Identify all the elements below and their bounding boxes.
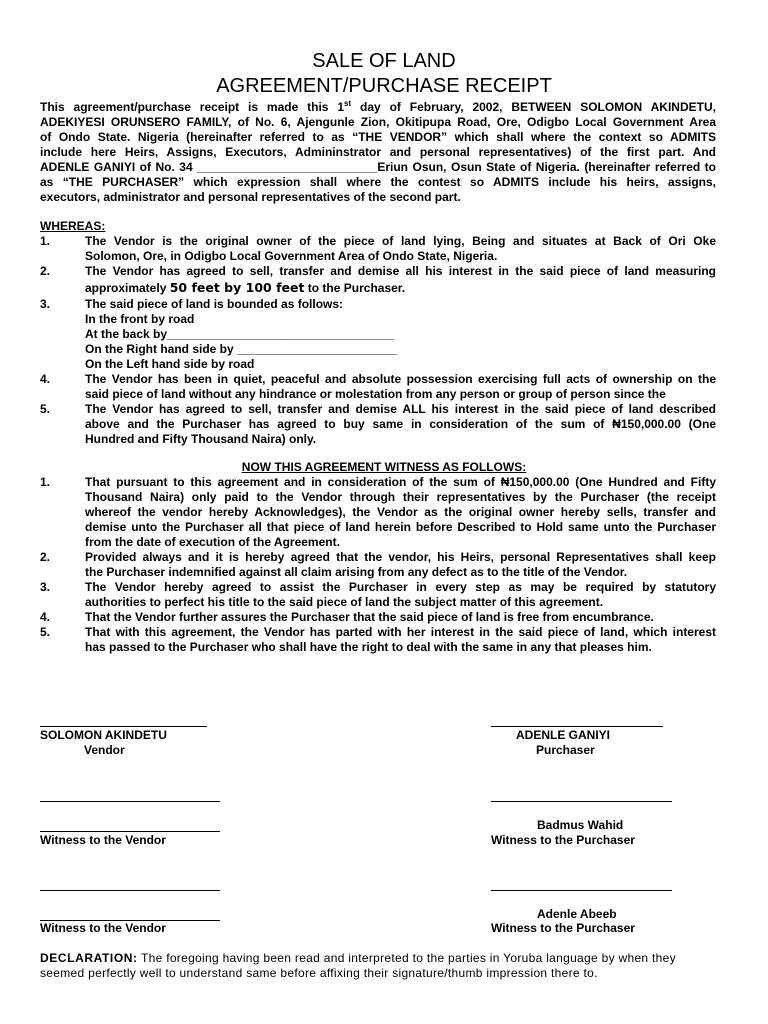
land-dimensions: 50 feet by 100 feet [169, 280, 305, 295]
witness-heading: NOW THIS AGREEMENT WITNESS AS FOLLOWS: [241, 460, 527, 474]
clause-line: That pursuant to this agreement and in consideration of the sum of ₦150,000.00 (One Hundred and Fifty [85, 475, 716, 489]
whereas-text: to the Purchaser. [304, 281, 406, 295]
item-number: 1. [40, 234, 51, 248]
whereas-line: The Vendor has agreed to sell, transfer and demise ALL his interest in the said piece of land described [85, 402, 716, 416]
whereas-line: above and the Purchaser has agreed to buy same in consideration of the sum of ₦150,000.00 (One [85, 417, 716, 431]
vendor-signature-line [40, 726, 207, 727]
clause-line: Provided always and it is hereby agreed that the vendor, his Heirs, personal Representatives shall keep [85, 550, 716, 564]
item-number: 4. [40, 610, 51, 624]
clause-line: has passed to the Purchaser who shall have the right to deal with the same in any that pleases him. [85, 640, 652, 654]
clause-line: Thousand Naira) only paid to the Vendor through their representatives by the Purchaser (the receipt [85, 490, 716, 504]
whereas-line: Solomon, Ore, in Odigbo Local Government Area of Ondo State, Nigeria. [85, 249, 498, 263]
witness-purchaser-label: Witness to the Purchaser [491, 921, 635, 935]
document-subtitle: AGREEMENT/PURCHASE RECEIPT [216, 75, 552, 97]
item-number: 3. [40, 297, 51, 311]
whereas-line: Hundred and Fifty Thousand Naira) only. [85, 432, 317, 446]
witness-vendor-label: Witness to the Vendor [40, 833, 166, 847]
clause-line: That with this agreement, the Vendor has parted with her interest in the said piece of land, which interest [85, 625, 716, 639]
intro-line: ADEKIYESI ORUNSERO FAMILY, of No. 6, Ajengunle Zion, Okitipupa Road, Ore, Odigbo Local Government Area [40, 115, 716, 129]
clause-line: That the Vendor further assures the Purchaser that the said piece of land is free from encumbrance. [85, 610, 654, 624]
clause-line: the Purchaser indemnified against all claim arising from any defect as to the title of the Vendor. [85, 565, 628, 579]
declaration-paragraph [40, 951, 716, 981]
whereas-line [85, 280, 405, 296]
purchaser-role: Purchaser [536, 743, 595, 757]
boundary-front: In the front by road [85, 312, 195, 326]
witness-signature-line [40, 890, 220, 891]
whereas-line: The said piece of land is bounded as follows: [85, 297, 344, 311]
witness-purchaser-name: Adenle Abeeb [537, 907, 617, 921]
item-number: 1. [40, 475, 51, 489]
witness-signature-line [40, 801, 220, 802]
whereas-line: The Vendor has agreed to sell, transfer and demise all his interest in the said piece of land measuring [85, 264, 716, 278]
whereas-line: The Vendor has been in quiet, peaceful and absolute possession exercising full acts of ownership on the [85, 372, 716, 386]
intro-text: day of February, 2002, BETWEEN SOLOMON AKINDETU, [351, 100, 716, 114]
whereas-text: approximately [85, 281, 170, 295]
intro-line [40, 100, 716, 115]
intro-line: ADENLE GANIYI of No. 34 ___________________________Eriun Osun, Osun State of Nigeria. (hereinafter referred to [40, 160, 716, 174]
boundary-right: On the Right hand side by ________________________ [85, 342, 398, 356]
intro-line: as “THE PURCHASER” which expression shall where the contest so ADMITS include his heirs, assigns, [40, 175, 716, 189]
whereas-line: The Vendor is the original owner of the piece of land lying, Being and situates at Back of Ori Oke [85, 234, 716, 248]
intro-line: include here Heirs, Assigns, Executors, Admininstrator and personal representatives) of the first part. And [40, 145, 716, 159]
ordinal-suffix: st [344, 99, 352, 108]
boundary-back: At the back by__________________________________ [85, 327, 394, 341]
clause-line: whereof the vendor hereby Acknowledges), the Vendor as the original owner hereby sells, transfer and [85, 505, 716, 519]
witness-vendor-label: Witness to the Vendor [40, 921, 166, 935]
clause-line: demise unto the Purchaser all that piece of land herein before Described to Hold same unto the Purchaser [85, 520, 716, 534]
witness-signature-line [491, 890, 672, 891]
whereas-heading: WHEREAS: [40, 219, 106, 233]
item-number: 3. [40, 580, 51, 594]
witness-signature-line [491, 801, 672, 802]
item-number: 2. [40, 550, 51, 564]
purchaser-name: ADENLE GANIYI [516, 728, 611, 742]
witness-purchaser-label: Witness to the Purchaser [491, 833, 635, 847]
item-number: 2. [40, 264, 51, 278]
clause-line: from the date of execution of the Agreement. [85, 535, 340, 549]
item-number: 4. [40, 372, 51, 386]
clause-line: authorities to perfect his title to the said piece of land the subject matter of this agreement. [85, 595, 604, 609]
vendor-name: SOLOMON AKINDETU [40, 728, 167, 742]
declaration-label: DECLARATION: [40, 951, 138, 965]
intro-line: of Ondo State. Nigeria (hereinafter referred to as “THE VENDOR” which shall where the context so ADMITS [40, 130, 716, 144]
witness-signature-line [40, 831, 220, 832]
clause-line: The Vendor hereby agreed to assist the Purchaser in every step as may be required by statutory [85, 580, 716, 594]
whereas-line: said piece of land without any hindrance or molestation from any person or group of person since the [85, 387, 666, 401]
declaration-text: The foregoing having been read and interpreted to the parties in Yoruba language by when they seemed perfectly well to understand same before affixing their signature/thumb impression there to. [40, 951, 676, 980]
item-number: 5. [40, 625, 51, 639]
item-number: 5. [40, 402, 51, 416]
intro-line: executors, administrator and personal representatives of the second part. [40, 190, 461, 204]
witness-purchaser-name: Badmus Wahid [537, 818, 624, 832]
boundary-left: On the Left hand side by road [85, 357, 255, 371]
vendor-role: Vendor [84, 743, 125, 757]
purchaser-signature-line [491, 726, 663, 727]
intro-text: This agreement/purchase receipt is made this 1 [40, 100, 345, 114]
document-title: SALE OF LAND [312, 50, 456, 72]
